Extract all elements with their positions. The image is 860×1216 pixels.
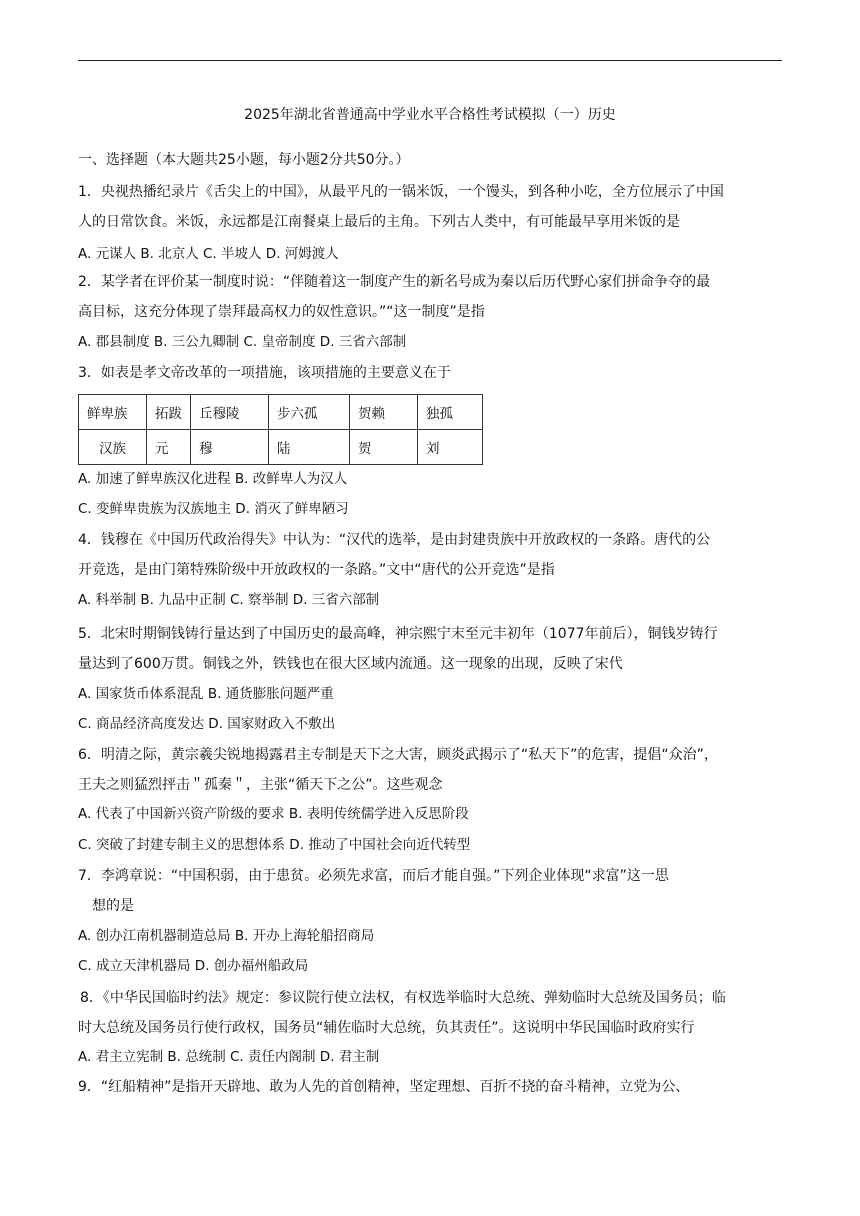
options-row: A. 创办江南机器制造总局 B. 开办上海轮船招商局 <box>78 928 375 944</box>
table-cell: 丘穆陵 <box>191 395 269 430</box>
table-cell: 汉族 <box>79 430 147 465</box>
question-3 <box>78 358 786 388</box>
question-line: 高目标，这充分体现了崇拜最高权力的奴性意识。”“这一制度”是指 <box>78 304 485 320</box>
options-row: A. 加速了鲜卑族汉化进程 B. 改鲜卑人为汉人 <box>78 471 348 487</box>
options-row: A. 科举制 B. 九品中正制 C. 察举制 D. 三省六部制 <box>78 592 380 608</box>
table-cell: 步六孤 <box>269 395 350 430</box>
header-rule <box>78 60 782 61</box>
question-line: 量达到了600万贯。铜钱之外，铁钱也在很大区域内流通。这一现象的出现，反映了宋代 <box>78 656 623 672</box>
table-cell: 独孤 <box>418 395 483 430</box>
options-row: A. 国家货币体系混乱 B. 通货膨胀问题严重 <box>78 686 334 702</box>
question-line: 时大总统及国务员行使行政权，国务员“辅佐临时大总统，负其责任”。这说明中华民国临时政府实行 <box>78 1020 695 1036</box>
options-row: A. 元谋人 B. 北京人 C. 半坡人 D. 河姆渡人 <box>78 246 339 262</box>
question-2 <box>78 267 786 327</box>
question-line: 2．某学者在评价某一制度时说：“伴随着这一制度产生的新名号成为秦以后历代野心家们拼命争夺的最 <box>78 274 711 290</box>
exam-title: 2025年湖北省普通高中学业水平合格性考试模拟（一）历史 <box>244 107 616 123</box>
question-line: 想的是 <box>92 898 134 914</box>
question-line: 开竞选，是由门第特殊阶级中开放政权的一条路。”文中“唐代的公开竞选”是指 <box>78 562 555 578</box>
question-line: 8．《中华民国临时约法》规定：参议院行使立法权，有权选举临时大总统、弹劾临时大总统及国务员；临 <box>80 990 726 1006</box>
question-line: 4．钱穆在《中国历代政治得失》中认为：“汉代的选举，是由封建贵族中开放政权的一条路。唐代的公 <box>78 532 711 548</box>
table-cell: 拓跋 <box>147 395 191 430</box>
options-row: C. 突破了封建专制主义的思想体系 D. 推动了中国社会向近代转型 <box>78 837 471 853</box>
options-row: A. 君主立宪制 B. 总统制 C. 责任内阁制 D. 君主制 <box>78 1049 380 1065</box>
surname-table <box>78 394 483 465</box>
options-row: A. 郡县制度 B. 三公九卿制 C. 皇帝制度 D. 三省六部制 <box>78 334 407 350</box>
question-line: 5．北宋时期铜钱铸行量达到了中国历史的最高峰，神宗熙宁末至元丰初年（1077年前后），铜钱岁铸行 <box>78 626 718 642</box>
table-cell: 元 <box>147 430 191 465</box>
question-4 <box>78 525 786 585</box>
question-line: 7．李鸿章说：“中国积弱，由于患贫。必须先求富，而后才能自强。”下列企业体现“求富”这一思 <box>78 868 669 884</box>
options-row: A. 代表了中国新兴资产阶级的要求 B. 表明传统儒学进入反思阶段 <box>78 806 469 822</box>
question-line: 6．明清之际，黄宗羲尖锐地揭露君主专制是天下之大害，顾炎武揭示了“私天下”的危害，提倡“众治”， <box>78 747 718 763</box>
options-row: C. 商品经济高度发达 D. 国家财政入不敷出 <box>78 716 336 732</box>
question-8 <box>80 983 788 1043</box>
question-line: 王夫之则猛烈抨击＂孤秦＂，主张“循天下之公”。这些观念 <box>78 777 443 793</box>
table-cell: 贺赖 <box>350 395 418 430</box>
table-cell: 穆 <box>191 430 269 465</box>
options-row: C. 成立天津机器局 D. 创办福州船政局 <box>78 958 309 974</box>
table-cell: 刘 <box>418 430 483 465</box>
table-row <box>79 430 483 465</box>
question-9 <box>78 1072 786 1102</box>
table-row <box>79 395 483 430</box>
question-6 <box>78 740 786 800</box>
table-cell: 鲜卑族 <box>79 395 147 430</box>
question-7 <box>78 861 786 921</box>
options-row: C. 变鲜卑贵族为汉族地主 D. 消灭了鲜卑陋习 <box>78 501 349 517</box>
question-line: 9．“红船精神”是指开天辟地、敢为人先的首创精神，坚定理想、百折不挠的奋斗精神，立党为公、 <box>78 1079 690 1095</box>
section-heading: 一、选择题（本大题共25小题，每小题2分共50分。） <box>78 152 410 168</box>
question-5 <box>78 619 786 679</box>
question-line: 1．央视热播纪录片《舌尖上的中国》，从最平凡的一锅米饭，一个馒头，到各种小吃，全方位展示了中国 <box>78 184 724 200</box>
table-cell: 贺 <box>350 430 418 465</box>
question-line: 人的日常饮食。米饭，永远都是江南餐桌上最后的主角。下列古人类中，有可能最早享用米饭的是 <box>78 214 680 230</box>
question-1 <box>78 177 786 237</box>
table-cell: 陆 <box>269 430 350 465</box>
question-line: 3．如表是孝文帝改革的一项措施，该项措施的主要意义在于 <box>78 365 451 381</box>
